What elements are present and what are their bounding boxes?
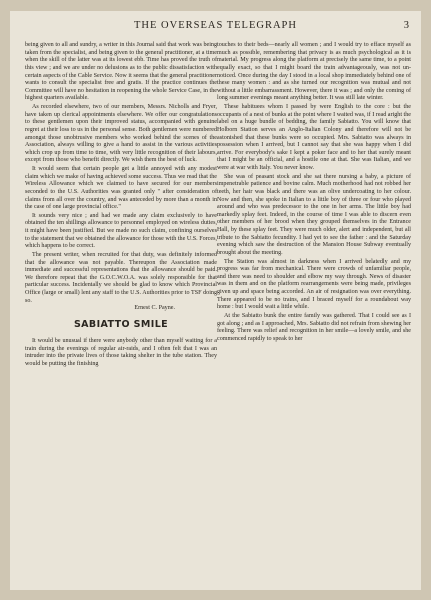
article-paragraph: She was of peasant stock and she sat there nursing a baby, a picture of impenetrable patience and bovine calm. Much motherhood had not robbed her teeth, her hair was black and there was an olive undercoating to her colour. Now and then, she spoke in Italian to a little boy of three or four who played around and who was predecessor to the one in her arms. The little boy had markedly splay feet. Indeed, in the course of time I was able to discern even other members of her brood when they grouped themselves in the Entrance Hall, by these splay feet. They were much older, alert and independent, but all tribute to the Sabiatto fecundity. I had yet to see the father : and the Saturday evening which saw the destruction of the Mansion House Subway eventually brought about the meeting. <box>217 173 411 256</box>
article-paragraph: The Station was almost in darkness when I arrived belatedly and my progress was far from mechanical. There were crowds of unfamiliar people, and there was need to shoulder and elbow my way through. News of disaster was in them and on the platform rearrangements were being made, privileges given up and space being accorded. An air of resignation was over everything. There appeared to be no trains, and I braced myself for a roundabout way home : but I would wait a little while. <box>217 258 411 311</box>
article-paragraph: At the Sabiatto bunk the entire family was gathered. That I could see as I got along ; and as I approached, Mrs. Sabiatto did not refrain from shewing her feeling. There was relief and recognition in her smile—a lovely smile, and she commenced rapidly to speak to her <box>217 312 411 342</box>
article-paragraph: touches to their beds—nearly all women ; and I would try to efface myself as much as possible, remembering that privacy is as much psychological as it is material. My progress along the platform at precisely the same time, to a point equally exact, so that I might board the train advantageously, was not un-noticed. Once during the day I stood in a local shop immediately behind one of these many women : and as she turned our recognition was mutual and not without a little embarrassment. However, there it was ; and only the coming of long summer evenings meant anything better. It was still late winter. <box>217 42 411 102</box>
article-paragraph: It would seem that certain people get a little annoyed with any modest claim which we make of having achieved some success. Thus we read that the Wireless Allowance which we claimed to have secured for our members seconded to the U.S. Authorities was granted only " after consideration of claims from all over the country, and was anteceded by more than a month in the case of one large provincial office." <box>25 166 217 211</box>
article-paragraph: As recorded elsewhere, two of our members, Messrs. Nicholls and Fryer, have taken up clerical appointments elsewhere. We offer our congratulations to these gentlemen upon their improved status, accompanied with genuine regret at their loss to us in the personal sense. Both gentlemen were numbered amongst those unobtrusive members who worked behind the scenes of the Association, always willing to give a hand to assist in the various activities which crop up from time to time, with very little recognition of their labours, except from those who benefit directly. We wish them the best of luck. <box>25 104 217 164</box>
page-header <box>10 11 421 43</box>
article-subheading: SABIATTO SMILE <box>73 318 169 330</box>
page-number: 3 <box>403 20 409 31</box>
right-column <box>217 42 411 343</box>
publication-title: THE OVERSEAS TELEGRAPH <box>134 20 297 31</box>
author-signature: Ernest C. Payne. <box>134 305 175 312</box>
left-column <box>25 42 217 368</box>
article-paragraph: It would be unusual if there were anybody other than myself waiting for a train during the evenings of regular air-raids, and I often felt that I was an intruder into the private lives of those taking shelter in the tube station. They would be putting the finishing <box>25 337 217 367</box>
newspaper-page <box>10 11 421 590</box>
article-paragraph: These habituees whom I passed by were English to the core : but the occupants of a nest of bunks at the point where I waited was, if I read aright the label on a huge bundle of bedding, the family Sabiatto. You will know that Holborn Station serves an Anglo-Italian Colony and therefore will not be astonished that these bunks were so occupied. Mrs. Sabiatto was always in possession when I arrived, but I cannot say that she was happy when I did arrive. For everybody's sake I kept a poker face and to her that surely meant that I might be an official, and a hostile one at that. She was Italian, and we were at war with Italy. You never know. <box>217 104 411 171</box>
article-paragraph: being given to all and sundry, a writer in this Journal said that work was being taken from the specialist, and being given to the general practitioner, at a time when the skill of the latter was at its lowest ebb. Time has proved the truth of this view ; and we are under no delusions as to the public dissatisfaction with certain aspects of the Cable Service. Now it seems that the general practitioner wants to consult the specialist free and gratis. If the practice continues the Committee will have no hesitation in reopening the whole Service Case, in the highest quarters available. <box>25 42 217 102</box>
article-paragraph: The present writer, when recruited for that duty, was definitely informed that the allowance was not payable. Thereupon the Association made immediate and successful representations that the allowance should be paid. We therefore repeat that the G.O.C.W.O.A. was solely responsible for that particular success. Incidentally we should be glad to know which Provincial Office (large or small) lent any staff to the U.S. Authorities prior to TSF doing so. <box>25 251 217 304</box>
article-paragraph: It sounds very nice ; and had we made any claim exclusively to have obtained the ten shillings allowance to personnel employed on wireless duties, it might have been justified. But we made no such claim, confining ourselves to the statement that we obtained the allowance for those with the U.S. Forces, which happens to be correct. <box>25 212 217 250</box>
